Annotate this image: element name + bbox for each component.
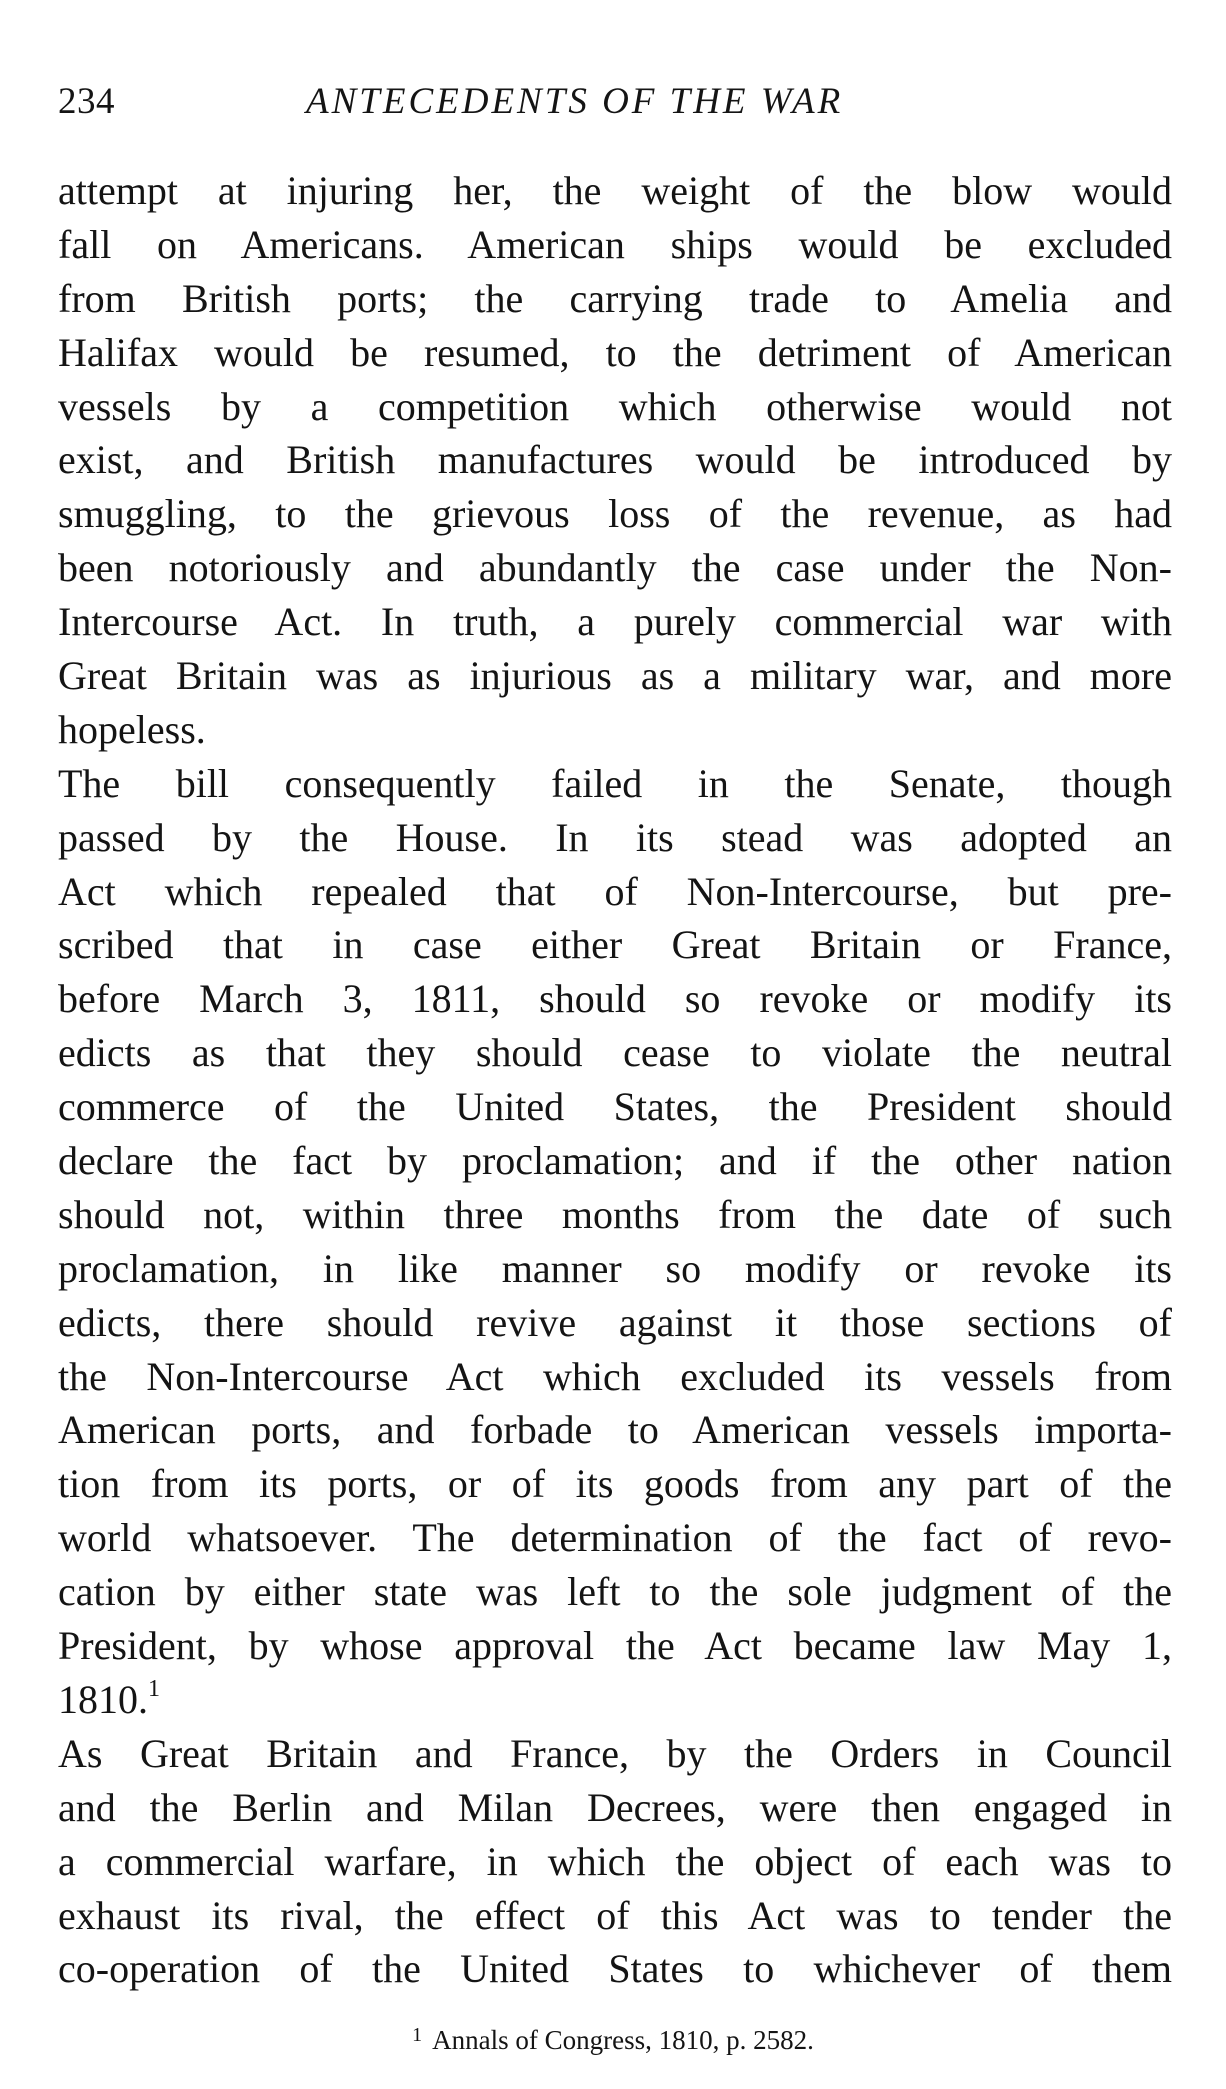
page-number: 234 (58, 81, 115, 122)
footnote-mark: 1 (412, 2024, 423, 2046)
text-line: The bill consequently failed in the Senate, though (58, 760, 1172, 806)
text-line: cation by either state was left to the sole judgment of the (58, 1569, 1172, 1615)
text-line: tion from its ports, or of its goods from any part of the (58, 1461, 1172, 1507)
text-line: Intercourse Act. In truth, a purely commercial war with (58, 599, 1172, 645)
footnote-text: Annals of Congress, 1810, p. 2582. (432, 2025, 814, 2055)
running-head (56, 76, 1172, 128)
text-line: exist, and British manufactures would be introduced by (58, 437, 1172, 483)
text-line: edicts, there should revive against it those sections of (58, 1299, 1172, 1345)
text-line: commerce of the United States, the President should (58, 1084, 1172, 1130)
paragraph-3 (58, 1727, 1172, 1996)
body-text (58, 164, 1172, 1996)
text-line: 1810. (58, 1676, 148, 1722)
text-line: before March 3, 1811, should so revoke or modify its (58, 976, 1172, 1022)
footnote-reference[interactable]: 1 (148, 1675, 160, 1702)
text-line: attempt at injuring her, the weight of the blow would (58, 168, 1172, 213)
text-line: Halifax would be resumed, to the detriment of American (58, 329, 1172, 375)
text-line: declare the fact by proclamation; and if the other nation (58, 1138, 1172, 1184)
text-line: American ports, and forbade to American vessels importa- (58, 1407, 1172, 1453)
text-line: should not, within three months from the date of such (58, 1191, 1172, 1237)
text-line: been notoriously and abundantly the case under the Non- (58, 545, 1172, 591)
paragraph-2 (58, 757, 1172, 1727)
text-line: Act which repealed that of Non-Intercourse, but pre- (58, 868, 1172, 914)
paragraph-1 (58, 164, 1172, 757)
text-line: from British ports; the carrying trade to Amelia and (58, 275, 1172, 321)
running-title: ANTECEDENTS OF THE WAR (306, 81, 844, 122)
text-line: exhaust its rival, the effect of this Act was to tender the (58, 1892, 1172, 1938)
text-line-with-footnote (58, 1673, 1172, 1727)
text-line: smuggling, to the grievous loss of the revenue, as had (58, 491, 1172, 537)
text-line: President, by whose approval the Act became law May 1, (58, 1623, 1172, 1669)
text-line: co-operation of the United States to whichever of them (58, 1946, 1172, 1992)
text-line: scribed that in case either Great Britain or France, (58, 922, 1172, 968)
text-line: and the Berlin and Milan Decrees, were then engaged in (58, 1784, 1172, 1830)
text-line: Great Britain was as injurious as a military war, and more (58, 653, 1172, 699)
text-line: passed by the House. In its stead was adopted an (58, 814, 1172, 860)
text-line: the Non-Intercourse Act which excluded its vessels from (58, 1353, 1172, 1399)
text-line: proclamation, in like manner so modify or revoke its (58, 1245, 1172, 1291)
footnote (0, 2018, 1226, 2057)
text-line: hopeless. (58, 706, 206, 752)
text-line: edicts as that they should cease to violate the neutral (58, 1030, 1172, 1076)
text-line: As Great Britain and France, by the Orders in Council (58, 1730, 1172, 1776)
text-line: fall on Americans. American ships would be excluded (58, 221, 1172, 267)
text-line: vessels by a competition which otherwise would not (58, 383, 1172, 429)
text-line: world whatsoever. The determination of the fact of revo- (58, 1515, 1172, 1561)
text-line: a commercial warfare, in which the object of each was to (58, 1838, 1172, 1884)
